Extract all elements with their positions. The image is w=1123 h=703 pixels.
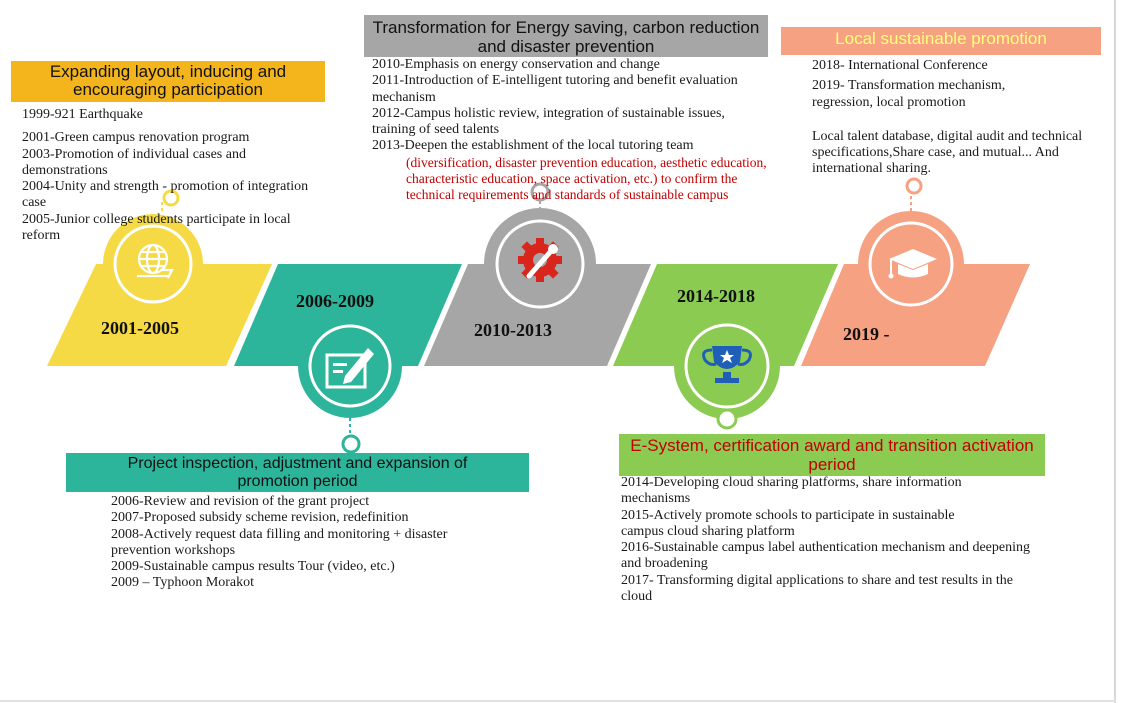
event-item: 2019- Transformation mechanism, regression, local promotion	[812, 78, 1006, 110]
event-item: 2014-Developing cloud sharing platforms, share information mechanisms	[621, 475, 962, 507]
connector-dot-2006-2009	[343, 436, 359, 452]
event-item: 2009-Sustainable campus results Tour (video, etc.)	[111, 559, 395, 575]
event-list-2019	[812, 58, 1102, 178]
phase-title-2010-2013: Transformation for Energy saving, carbon reduction and disaster prevention	[364, 15, 768, 57]
phase-title-2014-2018: E-System, certification award and transition activation period	[619, 434, 1045, 476]
event-list-2014-2018	[621, 475, 1041, 605]
event-item: 2018- International Conference	[812, 58, 988, 73]
event-list-2001-2005	[22, 107, 342, 244]
period-label-2019: 2019 -	[843, 324, 890, 344]
event-item: 2005-Junior college students participate in local reform	[22, 211, 291, 244]
connector-dot-2019	[907, 179, 921, 193]
event-item: 2012-Campus holistic review, integration of sustainable issues, training of seed talents	[372, 105, 725, 138]
phase-title-2019: Local sustainable promotion	[781, 27, 1101, 55]
event-item: 2001-Green campus renovation program	[22, 130, 250, 146]
period-label-2010-2013: 2010-2013	[474, 320, 552, 340]
event-item: 2010-Emphasis on energy conservation and change	[372, 57, 660, 72]
event-item: 2017- Transforming digital applications to share and test results in the cloud	[621, 572, 1013, 605]
event-item: 2016-Sustainable campus label authentication mechanism and deepening and broadening	[621, 540, 1030, 572]
event-list-2006-2009	[111, 494, 501, 592]
event-highlight: (diversification, disaster prevention education, aesthetic education, characteristic education, space activation, etc.) to confirm the technical requirements and standards of sustainable campus	[406, 154, 767, 203]
event-item: 2015-Actively promote schools to participate in sustainable campus cloud sharing platform	[621, 507, 955, 539]
event-list-2010-2013	[372, 57, 772, 204]
event-item: 2004-Unity and strength - promotion of integration case	[22, 179, 309, 211]
event-item: 2008-Actively request data filling and monitoring + disaster prevention workshops	[111, 526, 448, 558]
event-item: 2003-Promotion of individual cases and demonstrations	[22, 146, 246, 178]
period-label-2006-2009: 2006-2009	[296, 291, 374, 311]
phase-title-2001-2005: Expanding layout, inducing and encouraging participation	[11, 61, 325, 102]
event-item: 2006-Review and revision of the grant project	[111, 494, 370, 509]
event-item: 2013-Deepen the establishment of the local tutoring team	[372, 138, 694, 154]
event-item: 2011-Introduction of E-intelligent tutoring and benefit evaluation mechanism	[372, 73, 738, 105]
phase-title-2006-2009: Project inspection, adjustment and expansion of promotion period	[66, 453, 529, 492]
connector-dot-2014-2018	[718, 410, 736, 428]
phase-note: Local talent database, digital audit and technical specifications,Share case, and mutual... And international sharing.	[812, 128, 1083, 177]
event-item: 2009 – Typhoon Morakot	[111, 575, 255, 591]
wrench-gear-icon	[518, 238, 562, 282]
event-item: 1999-921 Earthquake	[22, 107, 143, 122]
period-label-2014-2018: 2014-2018	[677, 286, 755, 306]
event-item: 2007-Proposed subsidy scheme revision, redefinition	[111, 510, 409, 526]
period-label-2001-2005: 2001-2005	[101, 318, 179, 338]
